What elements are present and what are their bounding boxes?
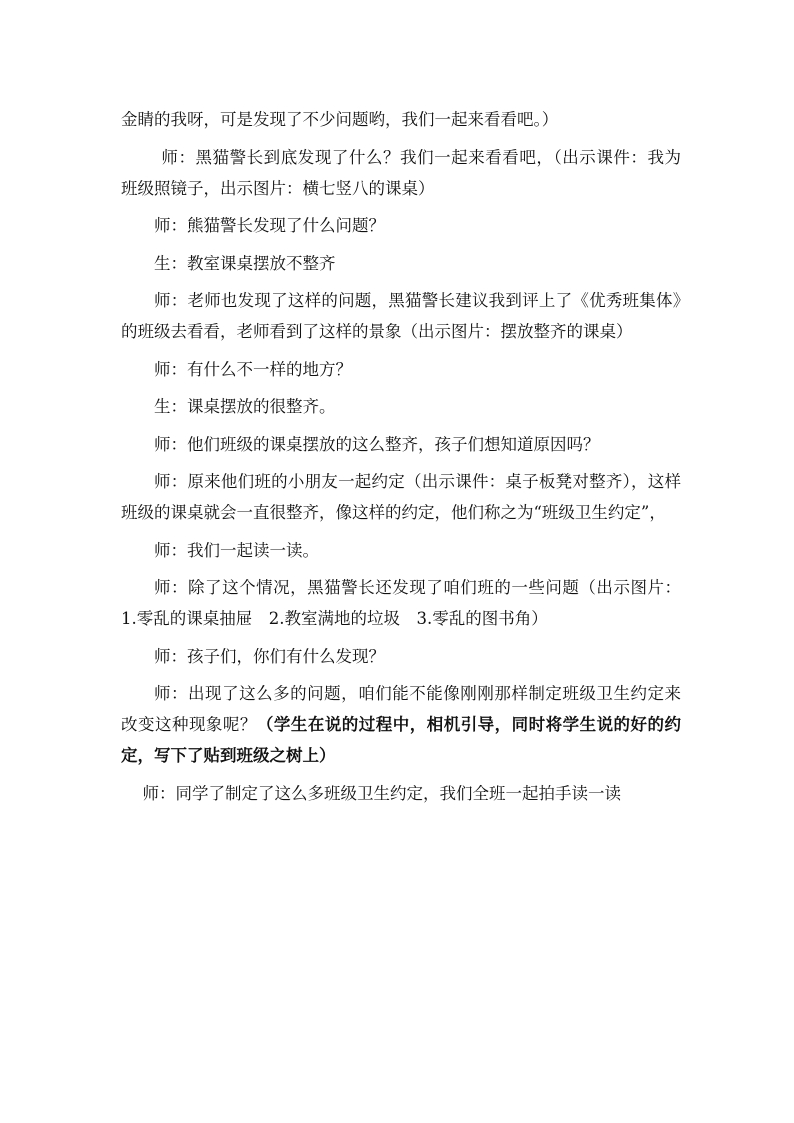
paragraph-3-text: 师：熊猫警长发现了什么问题？: [154, 216, 385, 235]
paragraph-10: [121, 535, 681, 566]
paragraph-13-bold-note: （学生在说的过程中，相机引导，同时将学生说的好的约定，写下了贴到班级之树上）: [121, 715, 681, 765]
paragraph-5: [121, 285, 681, 347]
paragraph-8: [121, 429, 681, 460]
paragraph-11: [121, 572, 681, 634]
paragraph-4: [121, 248, 681, 279]
paragraph-7-text: 生：课桌摆放的很整齐。: [154, 397, 336, 416]
paragraph-3: [121, 210, 681, 241]
paragraph-10-text: 师：我们一起读一读。: [154, 540, 319, 560]
paragraph-8-text: 师：他们班级的课桌摆放的这么整齐，孩子们想知道原因吗？: [154, 434, 600, 454]
paragraph-9-text: 师：原来他们班的小朋友一起约定（出示课件：桌子板凳对整齐），这样班级的课桌就会一直很整齐，像这样的约定，他们称之为“班级卫生约定”，: [121, 472, 681, 522]
paragraph-14-text: 师：同学了制定了这么多班级卫生约定，我们全班一起拍手读一读: [142, 783, 621, 803]
paragraph-9: [121, 466, 681, 528]
paragraph-13-text: 师：出现了这么多的问题，咱们能不能像刚刚那样制定班级卫生约定来改变这种现象呢？: [121, 684, 681, 734]
paragraph-12: [121, 641, 681, 672]
paragraph-6-text: 师：有什么不一样的地方？: [154, 359, 352, 379]
paragraph-2: [121, 142, 681, 204]
paragraph-1: [121, 104, 681, 135]
paragraph-14: [121, 778, 681, 809]
paragraph-11-text: 师：除了这个情况，黑猫警长还发现了咱们班的一些问题（出示图片：1.零乱的课桌抽屉 2.教室满地的垃圾 3.零乱的图书角）: [121, 578, 681, 628]
paragraph-2-text: 师：黑猫警长到底发现了什么？我们一起来看看吧，（出示课件：我为班级照镜子，出示图片：横七竖八的课桌）: [121, 147, 681, 198]
paragraph-1-text: 金睛的我呀，可是发现了不少问题哟，我们一起来看看吧。）: [121, 110, 559, 129]
paragraph-6: [121, 354, 681, 385]
document-body: [121, 104, 681, 815]
paragraph-5-text: 师：老师也发现了这样的问题，黑猫警长建议我到评上了《优秀班集体》的班级去看看，老师看到了这样的景象（出示图片：摆放整齐的课桌）: [121, 291, 681, 341]
paragraph-7: [121, 391, 681, 422]
paragraph-4-text: 生：教室课桌摆放不整齐: [154, 253, 336, 273]
paragraph-12-text: 师：孩子们，你们有什么发现？: [154, 646, 385, 666]
paragraph-13: [121, 678, 681, 771]
